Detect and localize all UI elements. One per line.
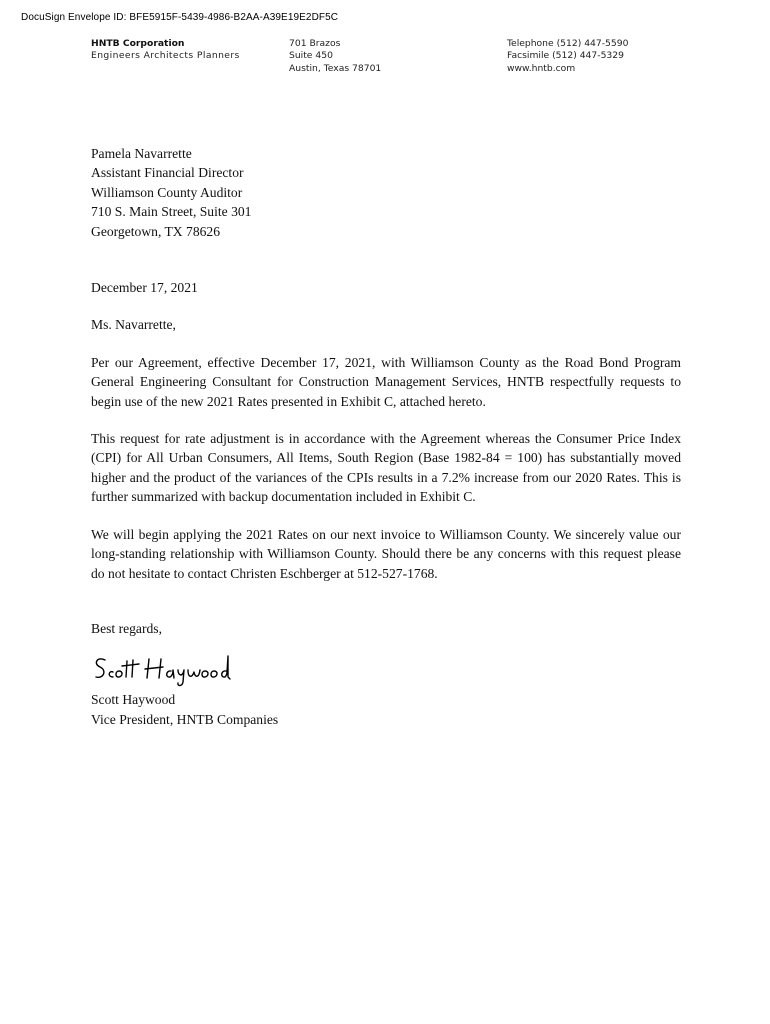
letterhead-address-block [289, 38, 381, 75]
paragraph: We will begin applying the 2021 Rates on our next invoice to Williamson County. We sincerely value our long-standing relationship with Williamson County. Should there be any concerns with this request please do not hesitate to contact Christen Eschberger at 512-527-1768. [91, 526, 681, 581]
letterhead-address-line: Suite 450 [289, 50, 333, 62]
telephone: Telephone (512) 447-5590 [507, 38, 629, 49]
recipient-street: 710 S. Main Street, Suite 301 [91, 204, 252, 220]
letter-body [91, 144, 681, 729]
facsimile: Facsimile (512) 447-5329 [507, 50, 624, 62]
letterhead-company-block [91, 38, 240, 63]
letter-date: December 17, 2021 [91, 280, 198, 296]
recipient-address [91, 144, 681, 241]
paragraph: This request for rate adjustment is in accordance with the Agreement whereas the Consumer Price Index (CPI) for All Urban Consumers, All Items, South Region (Base 1982-84 = 100) has substantially moved higher and the product of the variances of the CPIs results in a 7.2% increase from our 2020 Rates. This is further summarized with backup documentation included in Exhibit C. [91, 431, 681, 505]
letterhead-address-line: Austin, Texas 78701 [289, 62, 382, 74]
company-name: HNTB Corporation [91, 38, 185, 49]
recipient-organization: Williamson County Auditor [91, 184, 243, 200]
recipient-title: Assistant Financial Director [91, 165, 244, 181]
signer-name: Scott Haywood [91, 692, 176, 708]
signer-title: Vice President, HNTB Companies [91, 711, 279, 727]
recipient-city: Georgetown, TX 78626 [91, 223, 221, 239]
letterhead-address-line: 701 Brazos [289, 38, 341, 49]
website-link[interactable]: www.hntb.com [507, 62, 576, 74]
letterhead [91, 38, 691, 78]
recipient-name: Pamela Navarrette [91, 146, 192, 161]
closing: Best regards, [91, 620, 162, 636]
handwritten-signature [91, 650, 231, 690]
salutation: Ms. Navarrette, [91, 317, 176, 333]
paragraph: Per our Agreement, effective December 17, 2021, with Williamson County as the Road Bond Program General Engineering Consultant for Construction Management Services, HNTB respectfully requests to begin use of the new 2021 Rates presented in Exhibit C, attached hereto. [91, 354, 681, 409]
signer-block [91, 690, 681, 729]
letterhead-contact-block [507, 38, 628, 75]
docusign-envelope-id: DocuSign Envelope ID: BFE5915F-5439-4986-B2AA-A39E19E2DF5C [21, 12, 339, 23]
company-tagline: Engineers Architects Planners [91, 50, 240, 62]
